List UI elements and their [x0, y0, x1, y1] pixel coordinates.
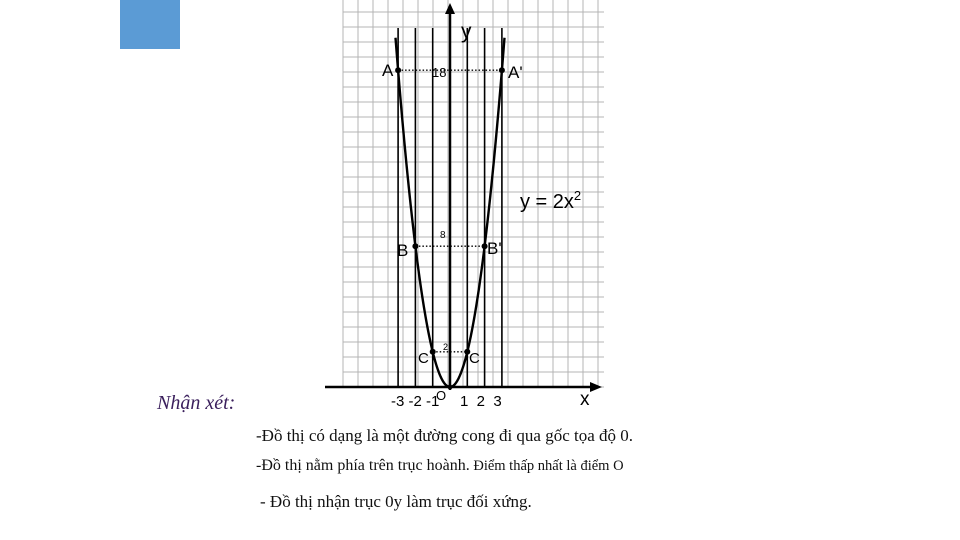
x-axis-label: x — [580, 389, 590, 410]
y-value-8: 8 — [440, 230, 446, 241]
y-axis-label: y — [461, 20, 472, 43]
point-label-b: B — [397, 241, 409, 260]
y-value-2: 2 — [443, 342, 449, 352]
x-ticks-positive: 1 2 3 — [460, 393, 502, 410]
point-b — [412, 243, 418, 249]
point-o — [448, 385, 453, 390]
point-label-c: C — [418, 350, 429, 367]
remark-line-2-part-1: -Đồ thị nằm phía trên trục hoành. — [256, 457, 470, 474]
remark-line-1: -Đồ thị có dạng là một đường cong đi qua gốc tọa độ 0. — [256, 426, 634, 445]
x-axis-arrow — [590, 382, 602, 392]
equation-label: $y = 2x^2$ — [520, 188, 582, 213]
remark-line-3: - Đồ thị nhận trục 0y làm trục đối xứng. — [260, 492, 532, 511]
point-c — [430, 349, 436, 355]
point-label-a: A — [382, 61, 394, 80]
x-ticks-negative: -3 -2 -1 — [391, 393, 440, 410]
point-a — [395, 67, 401, 73]
remark-line-2 — [256, 457, 624, 475]
y-axis-arrow — [445, 3, 455, 14]
origin-label: O — [436, 388, 447, 403]
remarks-title: Nhận xét: — [157, 392, 236, 414]
y-value-18: 18 — [432, 65, 447, 80]
point-label-a-prime: A' — [508, 63, 523, 82]
remark-line-2-part-2: Điểm thấp nhất là điểm O — [469, 458, 624, 474]
point-a-prime — [499, 67, 505, 73]
point-label-c-prime: C — [469, 350, 480, 367]
point-label-b-prime: B' — [487, 239, 502, 258]
